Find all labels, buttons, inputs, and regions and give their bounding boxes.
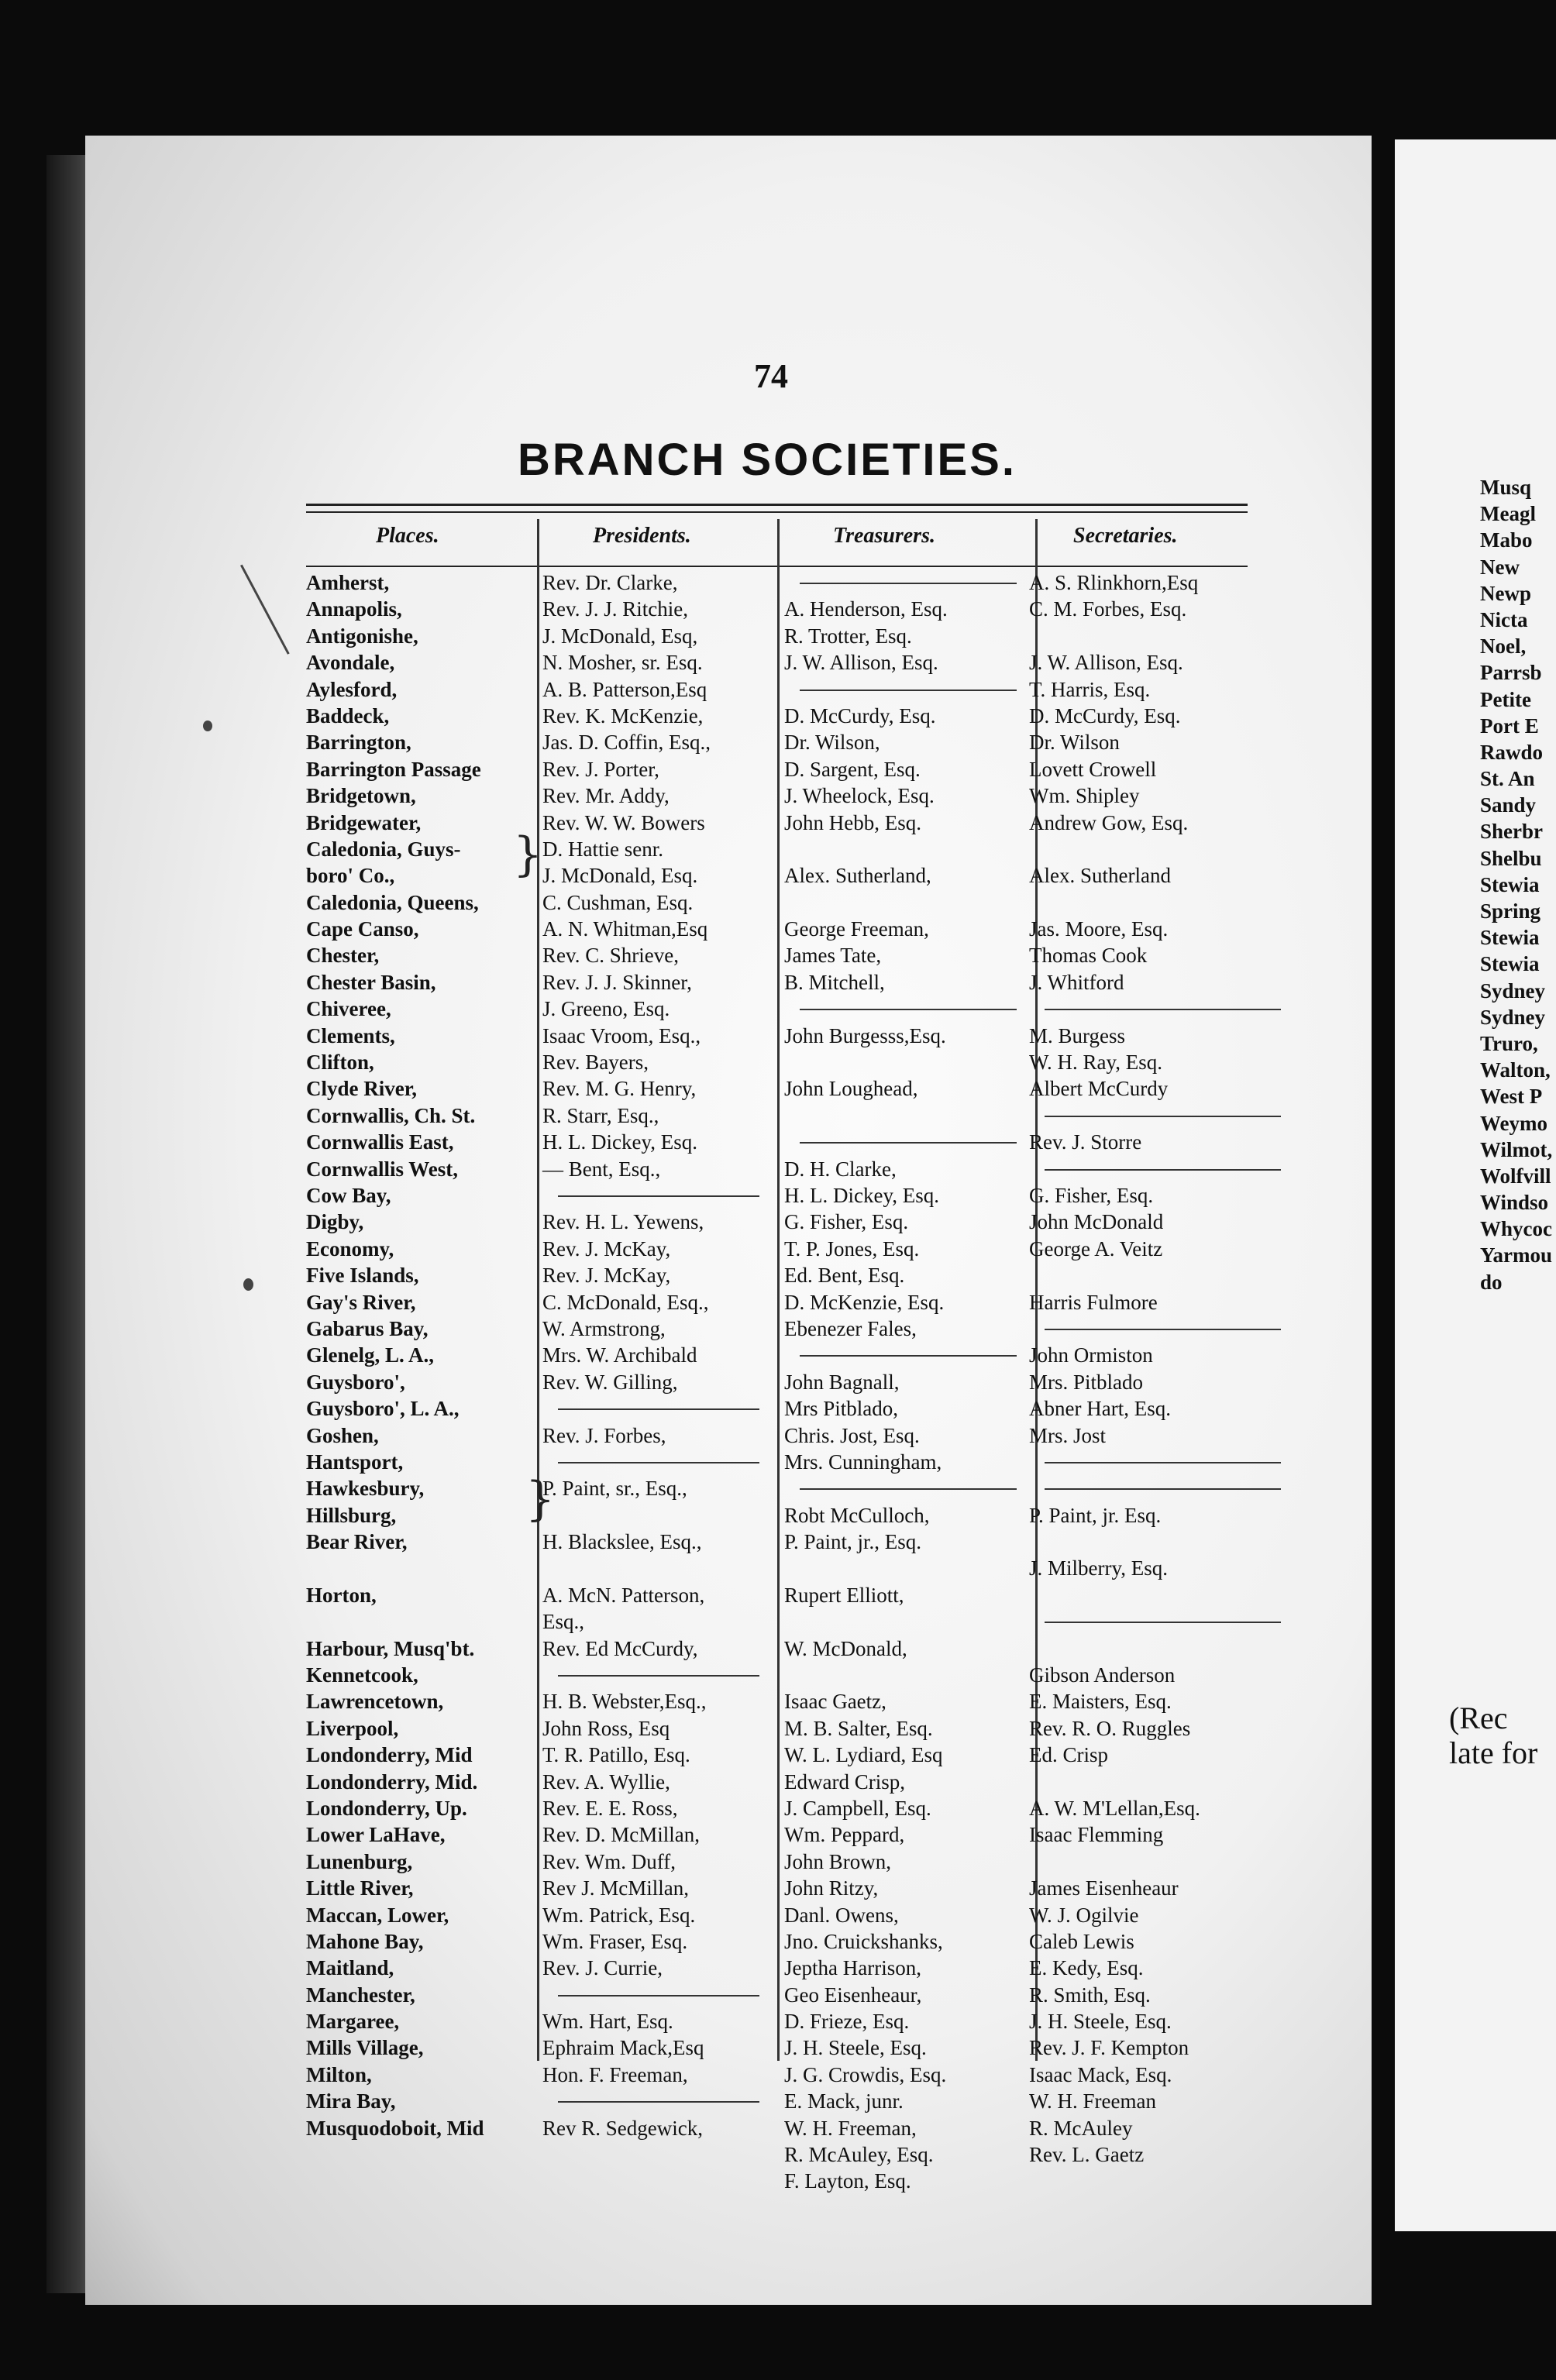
secretary-entry: J. Whitford <box>1029 970 1124 994</box>
place-entry: Baddeck, <box>306 703 390 727</box>
secretary-entry <box>1029 1635 1296 1662</box>
president-entry: Rev. M. G. Henry, <box>542 1077 697 1101</box>
treasurer-entry: D. Frieze, Esq. <box>784 2010 910 2034</box>
place-entry: Antigonishe, <box>306 624 418 648</box>
next-page-fragment: Wilmot, <box>1480 1137 1553 1161</box>
treasurer-entry: Chris. Jost, Esq. <box>784 1423 920 1447</box>
secretary-entry: Lovett Crowell <box>1029 757 1157 781</box>
president-entry: John Ross, Esq <box>542 1716 670 1740</box>
treasurer-entry: Alex. Sutherland, <box>784 864 931 888</box>
place-entry: Cornwallis West, <box>306 1157 459 1181</box>
header-rule-top <box>306 504 1248 506</box>
president-entry: Rev. H. L. Yewens, <box>542 1210 704 1234</box>
secretary-entry: J. H. Steele, Esq. <box>1029 2010 1172 2034</box>
place-entry: Caledonia, Guys- <box>306 837 461 861</box>
secretary-entry: J. Milberry, Esq. <box>1029 1556 1168 1580</box>
place-entry: Guysboro', <box>306 1370 405 1394</box>
place-entry: Horton, <box>306 1583 377 1607</box>
secretary-entry: Jas. Moore, Esq. <box>1029 917 1169 941</box>
entry-separator <box>1029 1316 1296 1342</box>
treasurer-entry: Ebenezer Fales, <box>784 1316 917 1340</box>
place-entry: boro' Co., <box>306 864 395 888</box>
treasurer-entry: D. McKenzie, Esq. <box>784 1290 945 1314</box>
president-entry: Rev. W. Gilling, <box>542 1370 678 1394</box>
place-entry: Cornwallis, Ch. St. <box>306 1103 476 1127</box>
president-entry: Rev. Mr. Addy, <box>542 784 670 808</box>
treasurer-entry: D. Sargent, Esq. <box>784 757 921 781</box>
place-entry <box>306 1555 535 1581</box>
next-page-fragment: Stewia <box>1480 952 1540 976</box>
next-page-edge <box>1395 139 1556 2231</box>
treasurer-entry: Jeptha Harrison, <box>784 1956 921 1980</box>
president-entry: Wm. Fraser, Esq. <box>542 1929 688 1953</box>
secretary-entry: Caleb Lewis <box>1029 1929 1134 1953</box>
treasurer-entry: M. B. Salter, Esq. <box>784 1716 933 1740</box>
treasurer-entry: Jno. Cruickshanks, <box>784 1929 943 1953</box>
president-entry: Rev J. McMillan, <box>542 1876 689 1900</box>
treasurer-entry: F. Layton, Esq. <box>784 2169 911 2193</box>
president-entry: Rev. A. Wyllie, <box>542 1770 670 1794</box>
entry-separator <box>1029 1102 1296 1129</box>
president-entry: Rev. K. McKenzie, <box>542 703 704 727</box>
place-entry: Londonderry, Up. <box>306 1796 467 1820</box>
next-page-fragment: Spring <box>1480 899 1541 923</box>
entry-separator <box>784 1129 1032 1155</box>
next-page-note-line: (Rec <box>1449 1701 1508 1735</box>
brace-hillsburg: } <box>525 1472 556 1526</box>
treasurer-entry: D. McCurdy, Esq. <box>784 703 936 727</box>
president-entry: Rev. J. McKay, <box>542 1264 671 1288</box>
place-entry: Maitland, <box>306 1956 394 1980</box>
place-entry: Liverpool, <box>306 1716 399 1740</box>
column-header-presidents: Presidents. <box>593 524 691 548</box>
president-entry: H. Blackslee, Esq., <box>542 1530 702 1554</box>
secretary-entry: R. Smith, Esq. <box>1029 1983 1151 2007</box>
treasurer-entry <box>784 1102 1032 1129</box>
next-page-fragment: Whycoc <box>1480 1217 1552 1241</box>
place-entry: Kennetcook, <box>306 1663 418 1687</box>
ink-spot <box>203 721 212 731</box>
treasurer-entry: H. L. Dickey, Esq. <box>784 1183 939 1207</box>
secretary-entry: W. H. Ray, Esq. <box>1029 1051 1162 1075</box>
place-entry: Avondale, <box>306 651 395 675</box>
next-page-fragment: Sydney <box>1480 978 1546 1003</box>
secretary-entry: John Ormiston <box>1029 1343 1153 1367</box>
place-entry: Chester Basin, <box>306 970 436 994</box>
place-entry: Guysboro', L. A., <box>306 1397 460 1421</box>
place-entry: Milton, <box>306 2062 372 2086</box>
next-page-fragment: West P <box>1480 1085 1543 1109</box>
president-entry: Rev. Wm. Duff, <box>542 1849 676 1873</box>
next-page-note <box>1449 1701 1537 1770</box>
president-entry: A. B. Patterson,Esq <box>542 677 707 701</box>
treasurer-entry <box>784 1049 1032 1075</box>
next-page-fragment: New <box>1480 555 1520 579</box>
next-page-fragment: Truro, <box>1480 1031 1538 1055</box>
treasurer-entry <box>784 1555 1032 1581</box>
place-entry: Five Islands, <box>306 1264 419 1288</box>
entry-separator <box>1029 1156 1296 1182</box>
treasurer-entry: Geo Eisenheaur, <box>784 1983 922 2007</box>
next-page-fragment: Musq <box>1480 476 1532 499</box>
next-page-note-line: late for <box>1449 1735 1538 1770</box>
treasurer-entry: G. Fisher, Esq. <box>784 1210 909 1234</box>
treasurer-entry: Mrs Pitblado, <box>784 1397 899 1421</box>
next-page-fragment: Port E <box>1480 714 1539 738</box>
president-entry: H. B. Webster,Esq., <box>542 1690 707 1714</box>
treasurer-entry: Wm. Peppard, <box>784 1823 905 1847</box>
next-page-place-list <box>1480 474 1552 1295</box>
place-entry: Clifton, <box>306 1051 374 1075</box>
secretary-entry: C. M. Forbes, Esq. <box>1029 597 1187 621</box>
places-column <box>306 569 535 2141</box>
place-entry: Hillsburg, <box>306 1503 397 1527</box>
president-entry: T. R. Patillo, Esq. <box>542 1743 690 1767</box>
treasurer-entry: R. McAuley, Esq. <box>784 2143 934 2167</box>
presidents-column <box>542 569 775 2141</box>
president-entry: D. Hattie senr. <box>542 837 663 861</box>
president-entry: A. McN. Patterson, <box>542 1583 705 1607</box>
next-page-fragment: Weymo <box>1480 1111 1547 1135</box>
next-page-fragment: Stewia <box>1480 872 1540 896</box>
next-page-fragment: Sydney <box>1480 1005 1546 1029</box>
secretary-entry: George A. Veitz <box>1029 1236 1163 1261</box>
president-entry: Rev. E. E. Ross, <box>542 1796 678 1820</box>
place-entry: Lawrencetown, <box>306 1690 444 1714</box>
place-entry: Goshen, <box>306 1423 379 1447</box>
president-entry: H. L. Dickey, Esq. <box>542 1130 697 1154</box>
header-rule-bottom <box>306 511 1248 513</box>
entry-separator <box>542 2088 775 2114</box>
place-entry: Londonderry, Mid. <box>306 1770 478 1794</box>
treasurer-entry: W. McDonald, <box>784 1636 907 1660</box>
secretary-entry: Harris Fulmore <box>1029 1290 1158 1314</box>
treasurer-entry: D. H. Clarke, <box>784 1157 897 1181</box>
next-page-fragment: Meagl <box>1480 502 1536 526</box>
entry-separator <box>542 1982 775 2008</box>
next-page-fragment: St. An <box>1480 767 1535 791</box>
next-page-fragment: Shelbu <box>1480 846 1542 870</box>
secretary-entry: Mrs. Jost <box>1029 1423 1107 1447</box>
secretary-entry: Wm. Shipley <box>1029 784 1140 808</box>
place-entry: Annapolis, <box>306 597 402 621</box>
column-divider <box>537 519 539 2061</box>
president-entry: Mrs. W. Archibald <box>542 1343 697 1367</box>
place-entry: Cow Bay, <box>306 1183 391 1207</box>
secretary-entry <box>1029 623 1296 649</box>
next-page-fragment: Newp <box>1480 581 1531 605</box>
place-entry: Bear River, <box>306 1530 408 1554</box>
president-entry <box>542 1502 775 1529</box>
place-entry: Hantsport, <box>306 1450 404 1474</box>
treasurer-entry: J. Campbell, Esq. <box>784 1796 931 1820</box>
president-entry: Rev. J. McKay, <box>542 1236 671 1261</box>
president-entry: Rev. J. J. Skinner, <box>542 970 692 994</box>
president-entry: W. Armstrong, <box>542 1316 666 1340</box>
place-entry: Barrington Passage <box>306 757 481 781</box>
president-entry: Wm. Hart, Esq. <box>542 2010 673 2034</box>
entry-separator <box>1029 1449 1296 1475</box>
president-entry: Esq., <box>542 1610 584 1634</box>
treasurer-entry: Edward Crisp, <box>784 1770 905 1794</box>
secretary-entry: Abner Hart, Esq. <box>1029 1397 1171 1421</box>
secretary-entry: Mrs. Pitblado <box>1029 1370 1144 1394</box>
column-divider <box>777 519 780 2061</box>
president-entry: R. Starr, Esq., <box>542 1103 659 1127</box>
secretary-entry: Thomas Cook <box>1029 944 1148 968</box>
entry-separator <box>542 1395 775 1422</box>
treasurer-entry: P. Paint, jr., Esq. <box>784 1530 922 1554</box>
next-page-fragment: Windso <box>1480 1191 1549 1215</box>
president-entry: Rev. J. Currie, <box>542 1956 663 1980</box>
place-entry: Cape Canso, <box>306 917 419 941</box>
secretary-entry: Rev. J. F. Kempton <box>1029 2036 1189 2060</box>
secretary-entry: G. Fisher, Esq. <box>1029 1183 1154 1207</box>
column-header-places: Places. <box>376 524 439 548</box>
president-entry: Rev. D. McMillan, <box>542 1823 700 1847</box>
secretary-entry: Ed. Crisp <box>1029 1743 1109 1767</box>
president-entry: J. Greeno, Esq. <box>542 997 670 1021</box>
place-entry: Chiveree, <box>306 997 391 1021</box>
secretary-entry: M. Burgess <box>1029 1023 1126 1047</box>
entry-separator <box>784 569 1032 596</box>
entry-separator <box>542 1182 775 1209</box>
place-entry: Amherst, <box>306 571 390 594</box>
president-entry: J. McDonald, Esq, <box>542 624 698 648</box>
next-page-fragment: Wolfvill <box>1480 1164 1551 1188</box>
place-entry: Cornwallis East, <box>306 1130 454 1154</box>
place-entry: Lunenburg, <box>306 1849 413 1873</box>
president-entry: Isaac Vroom, Esq., <box>542 1023 701 1047</box>
place-entry: Gay's River, <box>306 1290 416 1314</box>
treasurer-entry: George Freeman, <box>784 917 929 941</box>
place-entry: Lower LaHave, <box>306 1823 446 1847</box>
treasurer-entry: Isaac Gaetz, <box>784 1690 886 1714</box>
secretary-entry: P. Paint, jr. Esq. <box>1029 1503 1162 1527</box>
treasurer-entry: E. Mack, junr. <box>784 2089 904 2113</box>
president-entry: J. McDonald, Esq. <box>542 864 698 888</box>
place-entry: Musquodoboit, Mid <box>306 2116 484 2140</box>
treasurer-entry: Rupert Elliott, <box>784 1583 904 1607</box>
entry-separator <box>784 1475 1032 1501</box>
brace-caledonia: } <box>513 827 543 882</box>
president-entry: — Bent, Esq., <box>542 1157 661 1181</box>
secretary-entry: W. J. Ogilvie <box>1029 1903 1139 1927</box>
next-page-fragment: Nicta <box>1480 607 1528 631</box>
secretary-entry: Andrew Gow, Esq. <box>1029 810 1189 834</box>
place-entry: Hawkesbury, <box>306 1477 425 1501</box>
secretary-entry <box>1029 1769 1296 1795</box>
place-entry: Mills Village, <box>306 2036 424 2060</box>
treasurer-entry: J. W. Allison, Esq. <box>784 651 938 675</box>
place-entry: Caledonia, Queens, <box>306 890 479 914</box>
place-entry: Gabarus Bay, <box>306 1316 429 1340</box>
secretary-entry <box>1029 836 1296 862</box>
treasurer-entry <box>784 889 1032 916</box>
president-entry: Rev. Ed McCurdy, <box>542 1636 698 1660</box>
secretary-entry <box>1029 1262 1296 1288</box>
place-entry <box>306 1608 535 1635</box>
secretary-entry <box>1029 1849 1296 1875</box>
president-entry: C. Cushman, Esq. <box>542 890 694 914</box>
treasurer-entry: J. G. Crowdis, Esq. <box>784 2062 947 2086</box>
secretary-entry: T. Harris, Esq. <box>1029 677 1151 701</box>
place-entry: Harbour, Musq'bt. <box>306 1636 475 1660</box>
next-page-fragment: Parrsb <box>1480 661 1542 685</box>
secretary-entry: A. W. M'Lellan,Esq. <box>1029 1796 1200 1820</box>
treasurer-entry: John Bagnall, <box>784 1370 900 1394</box>
president-entry: Rev. C. Shrieve, <box>542 944 679 968</box>
place-entry: Mahone Bay, <box>306 1929 424 1953</box>
next-page-fragment: Stewia <box>1480 926 1540 950</box>
next-page-fragment: Petite <box>1480 687 1531 711</box>
place-entry: Digby, <box>306 1210 364 1234</box>
place-entry: Economy, <box>306 1236 394 1261</box>
place-entry: Little River, <box>306 1876 414 1900</box>
president-entry: Rev. J. Porter, <box>542 757 659 781</box>
president-entry: Rev. W. W. Bowers <box>542 810 705 834</box>
place-entry: Aylesford, <box>306 677 398 701</box>
secretary-entry: Rev. J. Storre <box>1029 1130 1142 1154</box>
secretary-entry: E. Kedy, Esq. <box>1029 1956 1144 1980</box>
president-entry: Jas. D. Coffin, Esq., <box>542 731 711 755</box>
treasurer-entry: Dr. Wilson, <box>784 731 880 755</box>
place-entry: Margaree, <box>306 2010 400 2034</box>
treasurer-entry <box>784 836 1032 862</box>
treasurer-entry <box>784 1608 1032 1635</box>
treasurer-entry <box>784 1662 1032 1688</box>
treasurer-entry: John Hebb, Esq. <box>784 810 921 834</box>
entry-separator <box>542 1449 775 1475</box>
treasurer-entry: A. Henderson, Esq. <box>784 597 948 621</box>
entry-separator <box>1029 1608 1296 1635</box>
ink-spot <box>243 1278 253 1291</box>
next-page-fragment: Walton, <box>1480 1058 1551 1082</box>
treasurer-entry: Mrs. Cunningham, <box>784 1450 942 1474</box>
next-page-fragment: Noel, <box>1480 635 1527 659</box>
president-entry: Rev. Dr. Clarke, <box>542 571 678 594</box>
president-entry: Rev R. Sedgewick, <box>542 2116 703 2140</box>
treasurer-entry: W. H. Freeman, <box>784 2116 917 2140</box>
treasurer-entry: J. Wheelock, Esq. <box>784 784 935 808</box>
treasurer-entry: John Brown, <box>784 1849 892 1873</box>
next-page-fragment: do <box>1480 1270 1503 1294</box>
secretary-entry: Albert McCurdy <box>1029 1077 1169 1101</box>
secretary-entry: Isaac Flemming <box>1029 1823 1164 1847</box>
secretary-entry: D. McCurdy, Esq. <box>1029 703 1181 727</box>
place-entry: Glenelg, L. A., <box>306 1343 435 1367</box>
president-entry: A. N. Whitman,Esq <box>542 917 708 941</box>
secretaries-column <box>1029 569 1296 2168</box>
secretary-entry <box>1029 1529 1296 1555</box>
page-number: 74 <box>754 357 788 395</box>
column-header-treasurers: Treasurers. <box>833 524 935 548</box>
next-page-fragment: Yarmou <box>1480 1243 1552 1267</box>
secretary-entry: W. H. Freeman <box>1029 2089 1156 2113</box>
place-entry: Chester, <box>306 944 380 968</box>
secretary-entry: Dr. Wilson <box>1029 731 1120 755</box>
president-entry: Rev. J. J. Ritchie, <box>542 597 688 621</box>
secretary-entry: A. S. Rlinkhorn,Esq <box>1029 571 1199 594</box>
treasurer-entry: John Ritzy, <box>784 1876 879 1900</box>
treasurer-entry: B. Mitchell, <box>784 970 885 994</box>
president-entry: Wm. Patrick, Esq. <box>542 1903 696 1927</box>
treasurer-entry: T. P. Jones, Esq. <box>784 1236 920 1261</box>
entry-separator <box>784 1342 1032 1368</box>
place-entry: Clyde River, <box>306 1077 417 1101</box>
place-entry: Manchester, <box>306 1983 415 2007</box>
place-entry: Barrington, <box>306 731 411 755</box>
secretary-entry: J. W. Allison, Esq. <box>1029 651 1183 675</box>
place-entry: Londonderry, Mid <box>306 1743 473 1767</box>
president-entry: Rev. J. Forbes, <box>542 1423 666 1447</box>
treasurer-entry: John Loughead, <box>784 1077 918 1101</box>
entry-separator <box>784 676 1032 703</box>
president-entry: Hon. F. Freeman, <box>542 2062 688 2086</box>
secretary-entry <box>1029 1582 1296 1608</box>
place-entry: Bridgetown, <box>306 784 416 808</box>
entry-separator <box>1029 1475 1296 1501</box>
secretary-entry <box>1029 889 1296 916</box>
place-entry: Bridgewater, <box>306 810 422 834</box>
secretary-entry: James Eisenheaur <box>1029 1876 1179 1900</box>
president-entry: Ephraim Mack,Esq <box>542 2036 704 2060</box>
secretary-entry: E. Maisters, Esq. <box>1029 1690 1172 1714</box>
next-page-fragment: Sandy <box>1480 793 1537 817</box>
place-entry: Mira Bay, <box>306 2089 396 2113</box>
treasurer-entry: R. Trotter, Esq. <box>784 624 912 648</box>
secretary-entry: Gibson Anderson <box>1029 1663 1176 1687</box>
treasurer-entry: Robt McCulloch, <box>784 1503 930 1527</box>
secretary-entry: Rev. R. O. Ruggles <box>1029 1716 1191 1740</box>
secretary-entry: Alex. Sutherland <box>1029 864 1171 888</box>
secretary-entry: Rev. L. Gaetz <box>1029 2143 1145 2167</box>
entry-separator <box>542 1662 775 1688</box>
president-entry: P. Paint, sr., Esq., <box>542 1477 687 1501</box>
secretary-entry: R. McAuley <box>1029 2116 1133 2140</box>
president-entry: Rev. Bayers, <box>542 1051 649 1075</box>
next-page-fragment: Rawdo <box>1480 740 1544 764</box>
column-header-secretaries: Secretaries. <box>1073 524 1178 548</box>
treasurer-entry: Ed. Bent, Esq. <box>784 1264 905 1288</box>
next-page-fragment: Mabo <box>1480 528 1533 552</box>
president-entry: N. Mosher, sr. Esq. <box>542 651 703 675</box>
page-title: BRANCH SOCIETIES. <box>518 435 1017 485</box>
secretary-entry: John McDonald <box>1029 1210 1164 1234</box>
president-entry: C. McDonald, Esq., <box>542 1290 709 1314</box>
treasurer-entry: W. L. Lydiard, Esq <box>784 1743 943 1767</box>
entry-separator <box>784 996 1032 1022</box>
president-entry <box>542 1555 775 1581</box>
treasurer-entry: J. H. Steele, Esq. <box>784 2036 927 2060</box>
place-entry: Maccan, Lower, <box>306 1903 449 1927</box>
treasurer-entry: Danl. Owens, <box>784 1903 899 1927</box>
place-entry: Clements, <box>306 1023 395 1047</box>
secretary-entry: Isaac Mack, Esq. <box>1029 2062 1172 2086</box>
treasurer-entry: James Tate, <box>784 944 882 968</box>
treasurer-entry: John Burgesss,Esq. <box>784 1023 946 1047</box>
treasurers-column <box>784 569 1032 2195</box>
entry-separator <box>1029 996 1296 1022</box>
next-page-fragment: Sherbr <box>1480 820 1543 844</box>
